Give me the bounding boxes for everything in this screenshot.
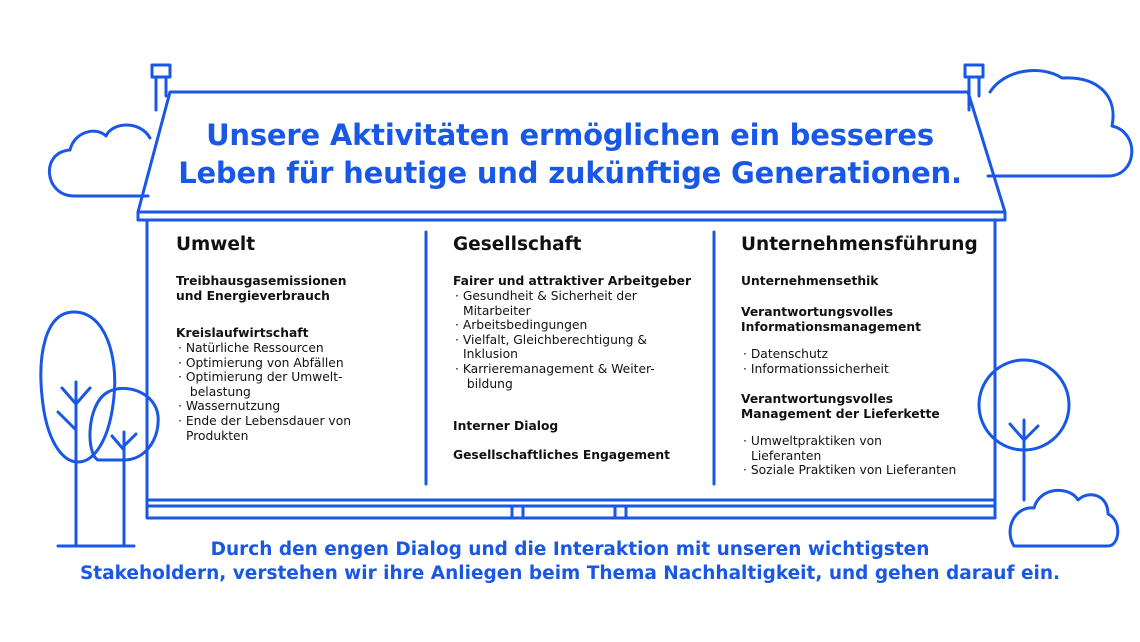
cloud-right-icon [988,70,1132,176]
section-title: Treibhausgasemissionen [176,274,347,288]
list-item: · Arbeitsbedingungen [455,318,588,333]
tree-left-icon [41,312,115,462]
column-unternehmensfuehrung [741,234,986,478]
section-title: Unternehmensethik [741,274,879,288]
section-title: Verantwortungsvolles [741,305,894,319]
list-item: · Optimierung der Umwelt- belastung [178,370,343,399]
column-heading: Unternehmensführung [741,234,978,255]
list-item: · Karrieremanagement & Weiter- bildung [455,361,655,391]
list-item: · Ende der Lebensdauer von Produkten [178,413,352,443]
chimney-left-icon [152,65,170,77]
headline-line: Leben für heutige und zukünftige Generationen. [178,156,962,190]
footer-line: Durch den engen Dialog und die Interaktion mit unseren wichtigsten [210,539,930,560]
section-title: Kreislaufwirtschaft [176,326,309,340]
headline [150,116,990,192]
column-heading: Umwelt [176,234,256,255]
list-item: · Umweltpraktiken von Lieferanten [743,434,882,463]
section-title: Management der Lieferkette [741,407,940,422]
list-item: · Vielfalt, Gleichberechtigung & Inklusion [455,332,647,362]
column-umwelt [176,234,416,443]
headline-line: Unsere Aktivitäten ermöglichen ein besseres [206,118,934,152]
list-item: · Datenschutz [743,347,829,361]
column-heading: Gesellschaft [453,234,582,255]
section-title: Verantwortungsvolles [741,392,894,407]
list-item: · Informationssicherheit [743,361,889,376]
section-title: Fairer und attraktiver Arbeitgeber [453,274,692,288]
list-item: · Natürliche Ressourcen [178,341,324,355]
chimney-right-icon [965,65,983,77]
section-title: Informationsmanagement [741,320,922,334]
section-title: Interner Dialog [453,419,559,434]
list-item: · Soziale Praktiken von Lieferanten [743,463,957,478]
footer-line: Stakeholdern, verstehen wir ihre Anliegen beim Thema Nachhaltigkeit, und gehen darauf ein. [79,563,1061,584]
cloud-left-icon [49,125,150,196]
list-item: · Wassernutzung [178,399,281,414]
column-gesellschaft [453,234,693,463]
list-item: · Optimierung von Abfällen [178,355,344,370]
list-item: · Gesundheit & Sicherheit der Mitarbeiter [455,289,637,318]
section-title: und Energieverbrauch [176,289,330,303]
section-title: Gesellschaftliches Engagement [453,448,671,463]
footer-statement [30,538,1110,586]
